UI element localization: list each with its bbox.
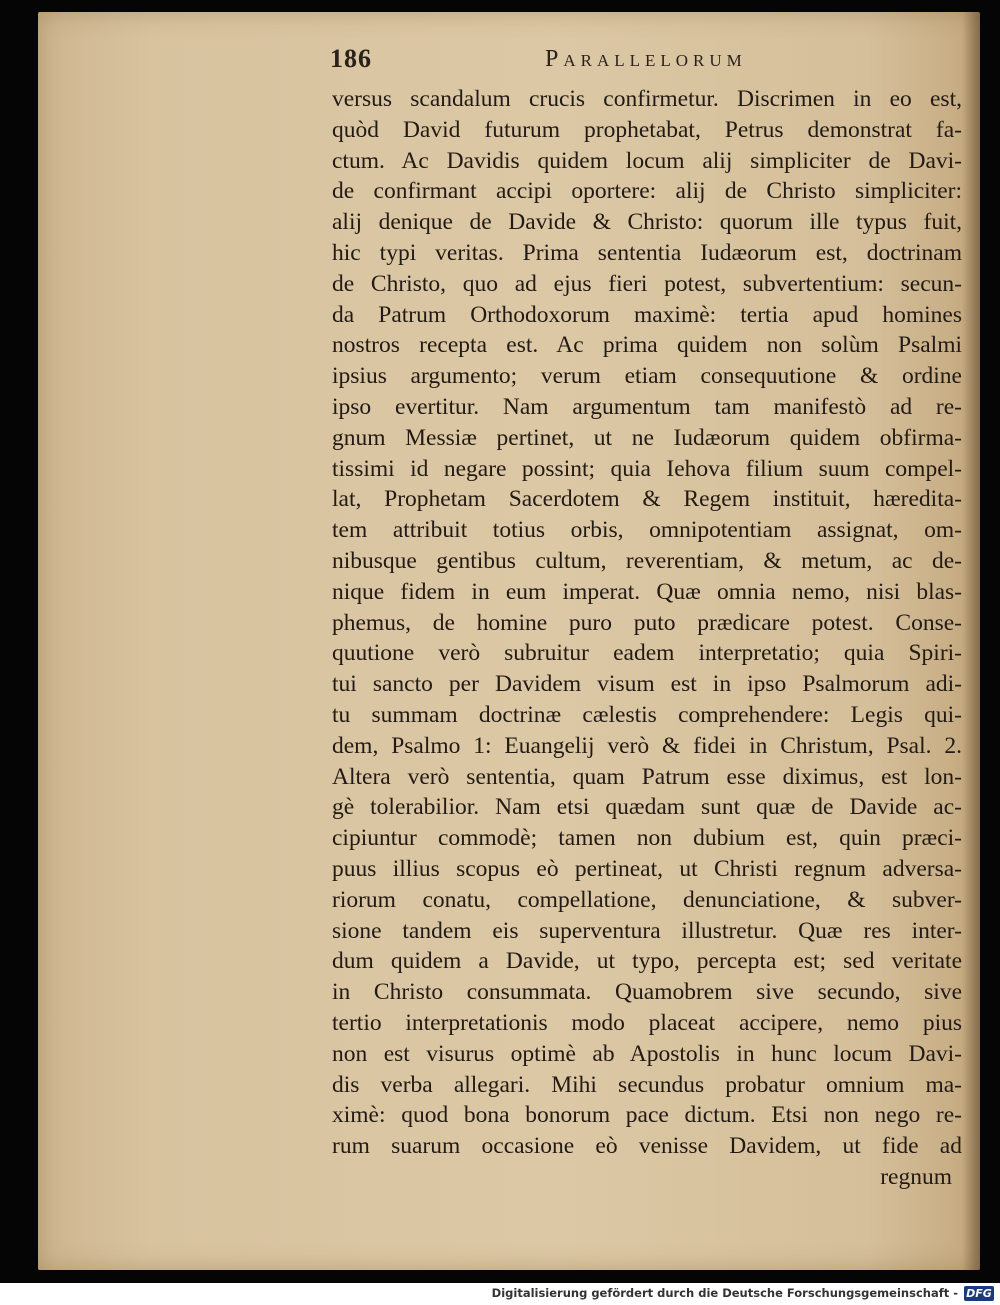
text-line: de Christo, quo ad ejus fieri potest, subvertentium: secun- xyxy=(332,270,962,297)
text-line: tissimi id negare possint; quia Iehova filium suum compel- xyxy=(332,455,962,482)
text-line: sione tandem eis superventura illustretur. Quæ res inter- xyxy=(332,917,962,944)
text-line: hic typi veritas. Prima sententia Iudæorum est, doctrinam xyxy=(332,239,962,266)
text-line: non est visurus optimè ab Apostolis in hunc locum Davi- xyxy=(332,1040,962,1067)
body-text xyxy=(332,84,962,1193)
text-line: ctum. Ac Davidis quidem locum alij simpliciter de Davi- xyxy=(332,147,962,174)
text-line: dem, Psalmo 1: Euangelij verò & fidei in Christum, Psal. 2. xyxy=(332,732,962,759)
text-line: nique fidem in eum imperat. Quæ omnia nemo, nisi blas- xyxy=(332,578,962,605)
text-line: alij denique de Davide & Christo: quorum ille typus fuit, xyxy=(332,209,962,236)
text-line: lat, Prophetam Sacerdotem & Regem instituit, hæredita- xyxy=(332,486,962,513)
text-line: riorum conatu, compellatione, denunciatione, & subver- xyxy=(332,886,962,913)
text-line: in Christo consummata. Quamobrem sive secundo, sive xyxy=(332,979,962,1006)
text-line: de confirmant accipi oportere: alij de Christo simpliciter: xyxy=(332,178,962,205)
text-line: da Patrum Orthodoxorum maximè: tertia apud homines xyxy=(332,301,962,328)
text-line: puus illius scopus eò pertineat, ut Christi regnum adversa- xyxy=(332,855,962,882)
page-number: 186 xyxy=(330,44,372,73)
text-line: ipsius argumento; verum etiam consequutione & ordine xyxy=(332,363,962,390)
funding-credit: Digitalisierung gefördert durch die Deutsche Forschungsgemeinschaft - xyxy=(491,1286,958,1300)
text-line: nostros recepta est. Ac prima quidem non solùm Psalmi xyxy=(332,332,962,359)
digitization-footer xyxy=(0,1283,1000,1305)
text-line: ximè: quod bona bonorum pace dictum. Etsi non nego re- xyxy=(332,1102,962,1129)
running-head xyxy=(330,44,930,84)
text-line: tui sancto per Davidem visum est in ipso Psalmorum adi- xyxy=(332,671,962,698)
text-line: rum suarum occasione eò venisse Davidem, ut fide ad xyxy=(332,1133,962,1160)
text-line: phemus, de homine puro puto prædicare potest. Conse- xyxy=(332,609,962,636)
text-line: gnum Messiæ pertinet, ut ne Iudæorum quidem obfirma- xyxy=(332,424,962,451)
text-line: ipso evertitur. Nam argumentum tam manifestò ad re- xyxy=(332,393,962,420)
text-line: cipiuntur commodè; tamen non dubium est, quin præci- xyxy=(332,825,962,852)
text-line: quòd David futurum prophetabat, Petrus demonstrat fa- xyxy=(332,116,962,143)
text-line: nibusque gentibus cultum, reverentiam, & metum, ac de- xyxy=(332,547,962,574)
dfg-logo-icon: DFG xyxy=(964,1286,994,1301)
text-line: Altera verò sententia, quam Patrum esse diximus, est lon- xyxy=(332,763,962,790)
text-line: tertio interpretationis modo placeat accipere, nemo pius xyxy=(332,1009,962,1036)
text-line: versus scandalum crucis confirmetur. Discrimen in eo est, xyxy=(332,86,962,112)
text-line: dis verba allegari. Mihi secundus probatur omnium ma- xyxy=(332,1071,962,1098)
text-line: tu summam doctrinæ cælestis comprehendere: Legis qui- xyxy=(332,701,962,728)
text-line: tem attribuit totius orbis, omnipotentiam assignat, om- xyxy=(332,517,962,544)
page-edge-shadow xyxy=(962,12,980,1270)
text-line: quutione verò subruitur eadem interpretatio; quia Spiri- xyxy=(332,640,962,667)
running-head-title: Parallelorum xyxy=(545,46,747,72)
text-line: gè tolerabilior. Nam etsi quædam sunt quæ de Davide ac- xyxy=(332,794,962,821)
catchword: regnum xyxy=(880,1163,952,1190)
text-line: dum quidem a Davide, ut typo, percepta est; sed veritate xyxy=(332,948,962,975)
